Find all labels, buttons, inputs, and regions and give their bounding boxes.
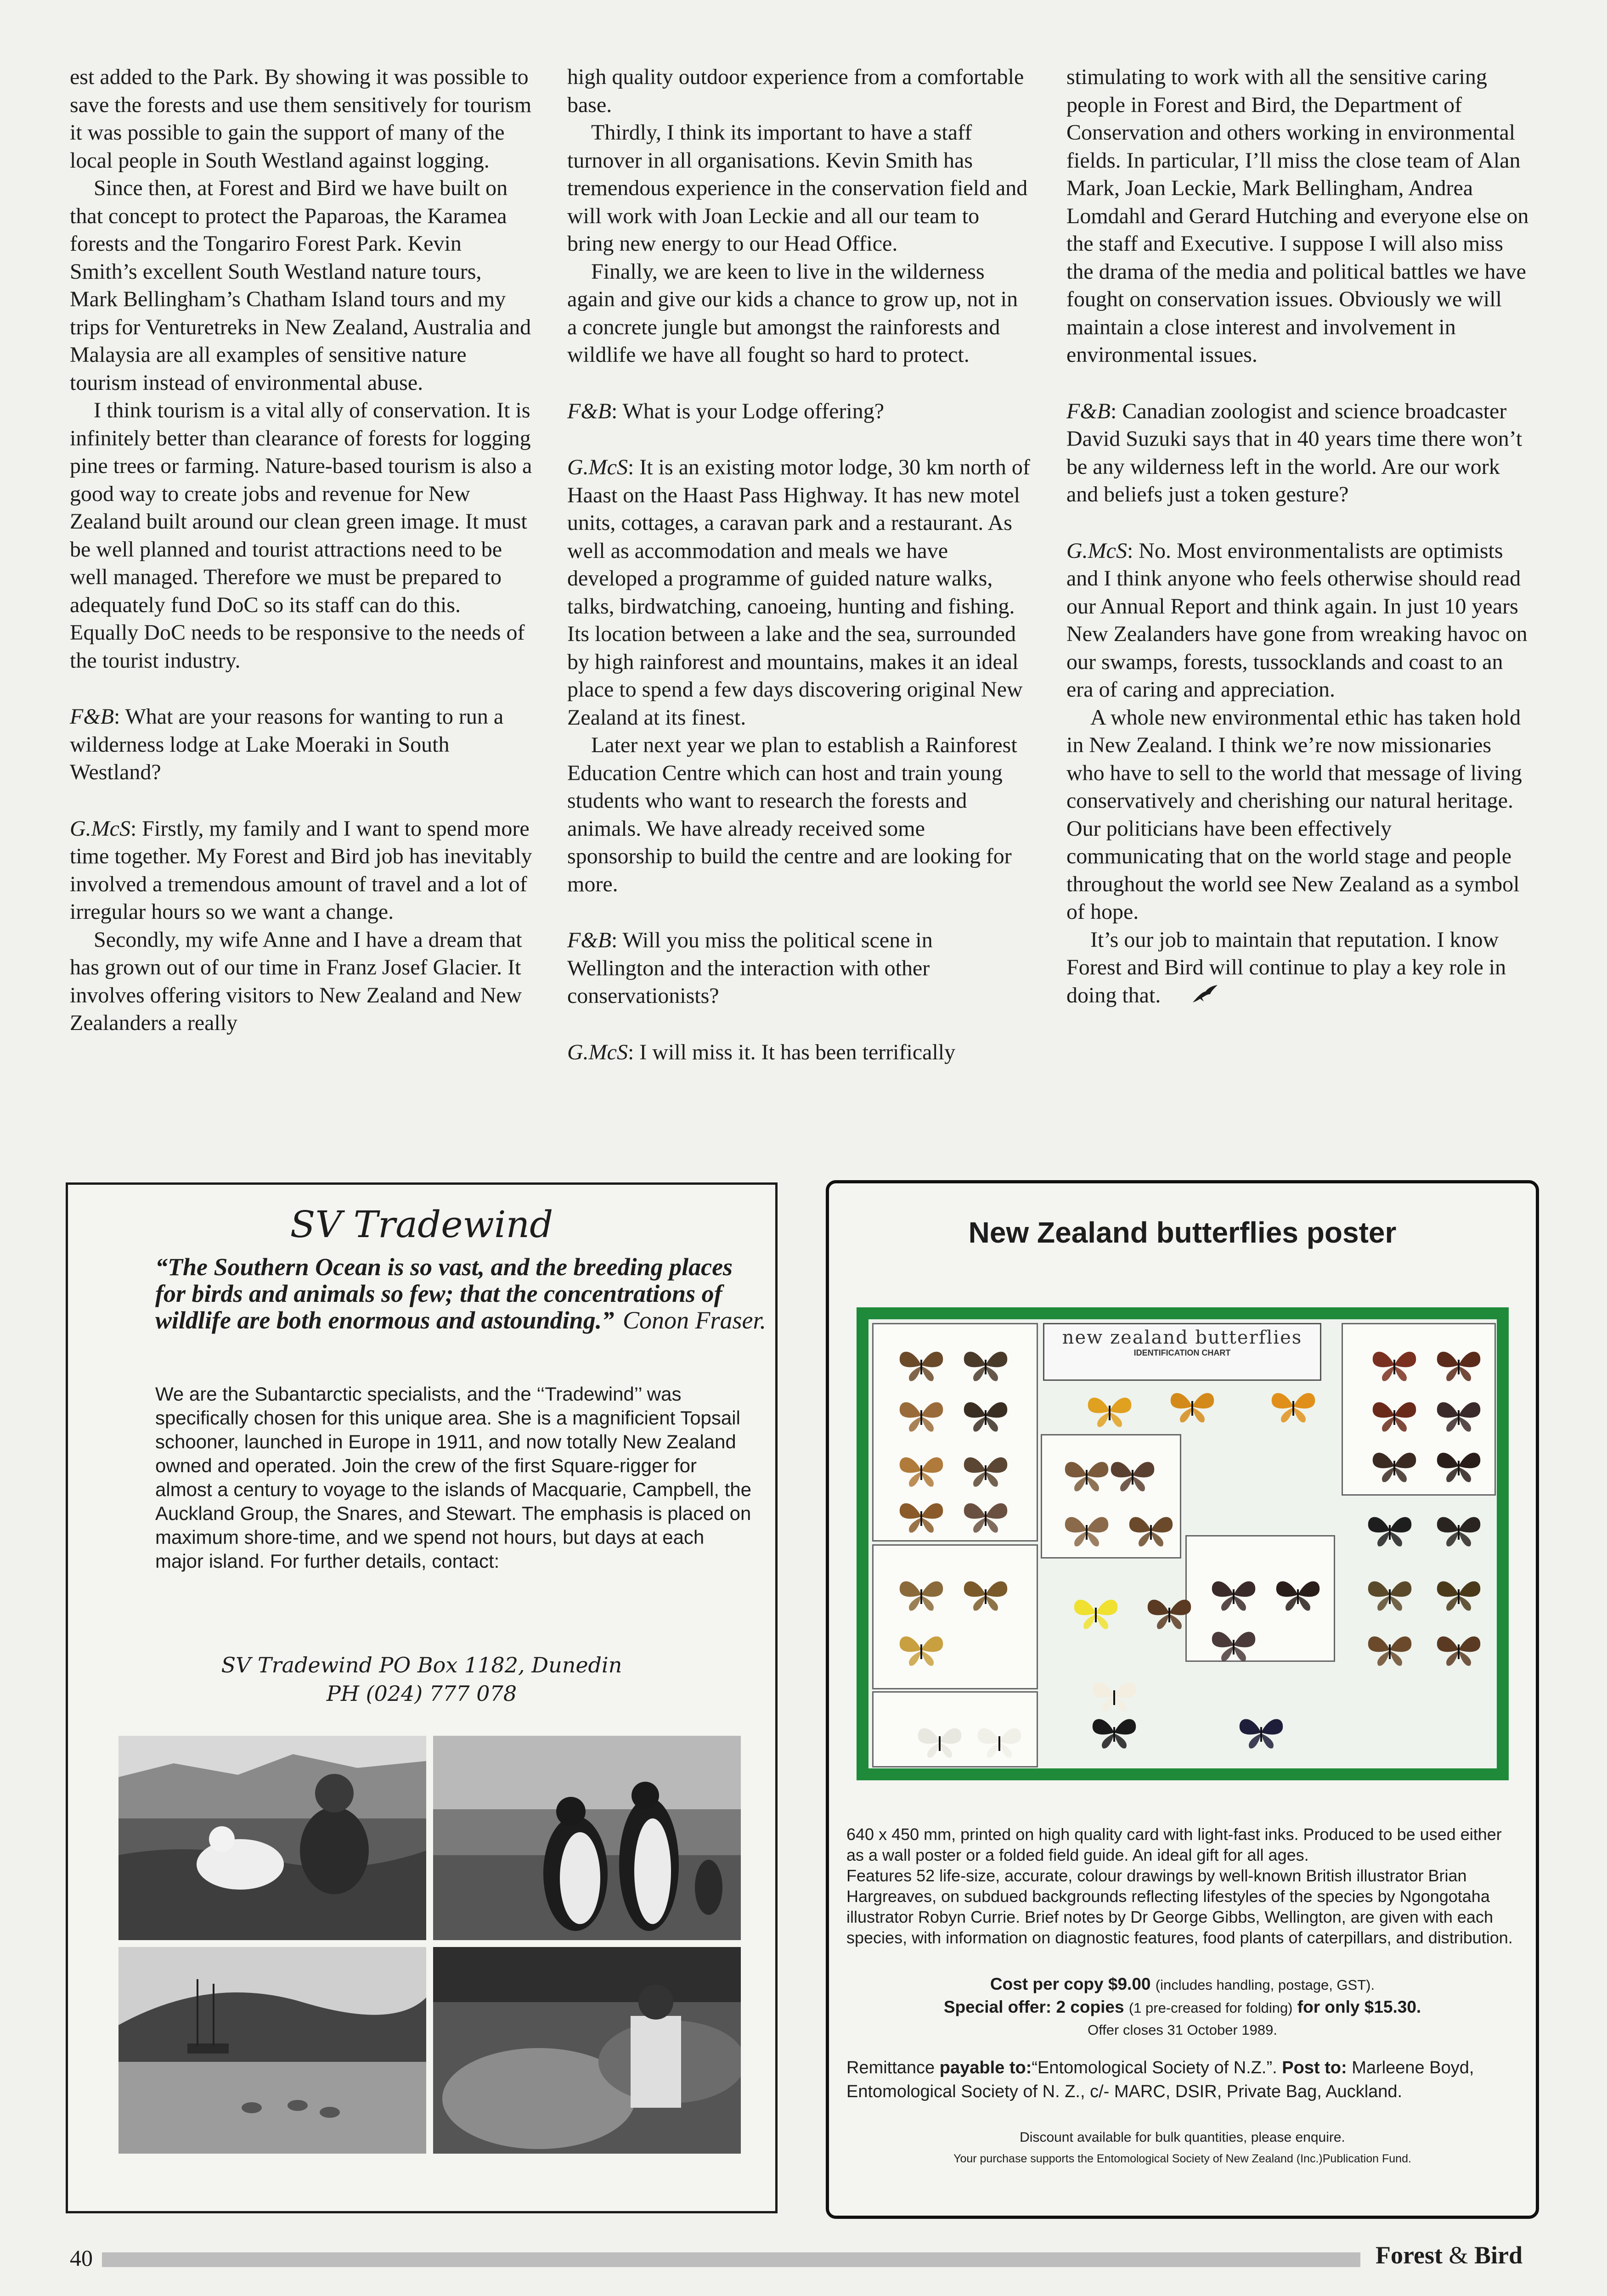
closing-text: It’s our job to maintain that reputation. I know Forest and Bird will continue to play a key role in doing that. — [1066, 927, 1506, 1007]
butterfly-icon — [1167, 1388, 1218, 1425]
butterfly-icon — [1433, 1397, 1484, 1434]
speaker-label: G.McS — [567, 1040, 628, 1064]
page-number: 40 — [70, 2245, 93, 2271]
butterfly-icon — [1273, 1576, 1323, 1613]
magazine-name-a: Forest — [1376, 2241, 1443, 2269]
offer-note: (1 pre-creased for folding) — [1128, 2000, 1293, 2016]
photo-king-penguins — [433, 1736, 741, 1940]
butterfly-icon — [1365, 1512, 1415, 1549]
ad-title: SV Tradewind — [290, 1203, 553, 1246]
butterflies-poster-advert — [826, 1180, 1539, 2219]
question — [567, 927, 1031, 1010]
butterfly-icon — [896, 1632, 947, 1668]
answer-text: : Firstly, my family and I want to spend more time together. My Forest and Bird job has inevitably involved a tremendous amount of travel and a lot of irregular hours so we want a change. — [70, 816, 532, 924]
answer — [70, 815, 534, 926]
poster-title: new zealand butterflies — [1062, 1327, 1303, 1348]
ad-title: New Zealand butterflies poster — [968, 1216, 1397, 1249]
answer — [1066, 537, 1530, 704]
poster-subtitle: IDENTIFICATION CHART — [1133, 1348, 1231, 1357]
remit-payee: “Entomological Society of N.Z.”. — [1032, 2058, 1277, 2077]
cost-note: (includes handling, postage, GST). — [1155, 1977, 1375, 1993]
butterfly-icon — [896, 1576, 947, 1613]
speaker-label: F&B — [567, 399, 611, 423]
butterfly-icon — [1433, 1576, 1484, 1613]
offer-closes: Offer closes 31 October 1989. — [1088, 2022, 1277, 2038]
butterfly-icon — [1268, 1388, 1319, 1425]
butterfly-icon — [1084, 1393, 1135, 1429]
description-para-1: 640 x 450 mm, printed on high quality card with light-fast inks. Produced to be used either as a wall poster or a folded field guide. An ideal gift for all ages. — [846, 1825, 1502, 1864]
offer-price: for only $15.30. — [1297, 1998, 1421, 2016]
remit-post: Post to: — [1282, 2058, 1347, 2077]
photo-elephant-seals — [433, 1947, 741, 2154]
butterfly-icon — [1236, 1714, 1286, 1751]
butterfly-icon — [896, 1498, 947, 1535]
butterfly-icon — [1107, 1457, 1158, 1494]
poster-image — [857, 1307, 1509, 1780]
ad-contact — [68, 1651, 775, 1708]
contact-address: SV Tradewind PO Box 1182, Dunedin — [221, 1653, 622, 1677]
answer-text: : I will miss it. It has been terrifically — [627, 1040, 956, 1064]
magazine-name — [1376, 2241, 1522, 2269]
question-text: : Canadian zoologist and science broadcaster David Suzuki says that in 40 years time there won’t be any wilderness left in the world. Are our work and beliefs just a token gesture? — [1066, 399, 1522, 506]
answer — [567, 454, 1031, 732]
contact-phone: PH (024) 777 078 — [326, 1681, 517, 1706]
butterfly-icon — [1433, 1347, 1484, 1384]
photo-albatross — [118, 1736, 426, 1940]
ad-description — [846, 1824, 1522, 1948]
butterfly-icon — [960, 1347, 1011, 1384]
article-column-2 — [567, 63, 1031, 1066]
butterfly-icon — [1208, 1576, 1259, 1613]
butterfly-icon — [960, 1397, 1011, 1434]
cost-label: Cost per copy $9.00 — [990, 1975, 1151, 1993]
paragraph: Thirdly, I think its important to have a staff turnover in all organisations. Kevin Smith has tremendous experience in the conservation field and will work with Joan Leckie and all our team to bring new energy to our Head Office. — [567, 120, 1028, 256]
quote-author: Conon Fraser. — [622, 1306, 766, 1334]
speaker-label: F&B — [567, 928, 611, 952]
question-text: : What is your Lodge offering? — [611, 399, 885, 423]
magazine-ampersand: & — [1449, 2241, 1468, 2269]
paragraph: stimulating to work with all the sensitive caring people in Forest and Bird, the Department of Conservation and others working in environmental fields. In particular, I’ll miss the close team of Alan Mark, Joan Leckie, Mark Bellingham, Andrea Lomdahl and Gerard Hutching and everyone else on the staff and Executive. I suppose I will also miss the drama of the media and political battles we have fought on conservation issues. Obviously we will maintain a close interest and involvement in environmental issues. — [1066, 65, 1529, 367]
butterfly-icon — [1144, 1595, 1195, 1632]
answer — [567, 1039, 1031, 1067]
question-text: : What are your reasons for wanting to run a wilderness lodge at Lake Moeraki in South Westland? — [70, 704, 504, 784]
ad-remittance — [846, 2056, 1522, 2104]
butterfly-icon — [1089, 1714, 1139, 1751]
ad-body: We are the Subantarctic specialists, and the ‘‘Tradewind’’ was specifically chosen for this unique area. She is a magnificient Topsail schooner, launched in Europe in 1911, and now totally New Zealand owned and operated. Join the crew of the first Square-rigger for almost a century to voyage to the islands of Macquarie, Campbell, the Auckland Group, the Snares, and Stewart. The emphasis is placed on maximum shore-time, and we spend not hours, but days at each major island. For further details, contact: — [155, 1383, 752, 1572]
answer-text: : It is an existing motor lodge, 30 km north of Haast on the Haast Pass Highway. It has new motel units, cottages, a caravan park and a restaurant. As well as accommodation and meals we have developed a programme of guided nature walks, talks, birdwatching, canoeing, hunting and fishing. Its location between a lake and the sea, surrounded by high rainforest and mountains, makes it an ideal place to spend a few days discovering original New Zealand at its finest. — [567, 455, 1030, 730]
magazine-name-b: Bird — [1474, 2241, 1522, 2269]
question-text: : Will you miss the political scene in Wellington and the interaction with other conservationists? — [567, 928, 933, 1008]
butterfly-icon — [1433, 1512, 1484, 1549]
speaker-label: G.McS — [1066, 538, 1127, 563]
paragraph: Since then, at Forest and Bird we have built on that concept to protect the Paparoas, the Karamea forests and the Tongariro Forest Park. Kevin Smith’s excellent South Westland nature tours, Mark Bellingham’s Chatham Island tours and my trips for Venturetreks in New Zealand, Australia and Malaysia are all examples of sensitive nature tourism instead of environmental abuse. — [70, 176, 531, 395]
paragraph: Secondly, my wife Anne and I have a dream that has grown out of our time in Franz Josef Glacier. It involves offering visitors to New Zealand and New Zealanders a really — [70, 927, 522, 1035]
butterfly-icon — [960, 1498, 1011, 1535]
question — [70, 703, 534, 787]
butterfly-icon — [1433, 1632, 1484, 1668]
butterfly-icon — [1071, 1595, 1121, 1632]
remit-label: Remittance — [846, 2058, 935, 2077]
butterfly-icon — [1369, 1397, 1420, 1434]
article-column-3 — [1066, 63, 1530, 1011]
butterfly-icon — [1126, 1512, 1176, 1549]
butterfly-icon — [960, 1452, 1011, 1489]
ad-footnotes — [829, 2127, 1536, 2169]
butterfly-icon — [1369, 1448, 1420, 1485]
butterfly-icon — [974, 1723, 1025, 1760]
butterfly-icon — [896, 1452, 947, 1489]
butterfly-icon — [1089, 1677, 1139, 1714]
supports-note: Your purchase supports the Entomological Society of New Zealand (Inc.)Publication Fund. — [953, 2152, 1411, 2165]
paragraph: est added to the Park. By showing it was possible to save the forests and use them sensitively for tourism it was possible to gain the support of many of the local people in South Westland against logging. — [70, 65, 532, 173]
offer-line — [829, 1996, 1536, 2019]
paragraph: Finally, we are keen to live in the wilderness again and give our kids a chance to grow up, not in a concrete jungle but amongst the rainforests and wildlife we have all fought so hard to protect. — [567, 259, 1018, 367]
poster-chart — [868, 1319, 1497, 1768]
butterfly-icon — [1365, 1632, 1415, 1668]
bird-end-icon — [1168, 984, 1218, 1012]
offer-label: Special offer: 2 copies — [943, 1998, 1124, 2016]
speaker-label: G.McS — [70, 816, 130, 841]
butterfly-icon — [1369, 1347, 1420, 1384]
butterfly-icon — [1208, 1627, 1259, 1664]
butterfly-icon — [896, 1397, 947, 1434]
speaker-label: F&B — [70, 704, 114, 729]
answer-text: : No. Most environmentalists are optimists and I think anyone who feels otherwise should read our Annual Report and think again. In just 10 years New Zealanders have gone from wreaking havoc on our swamps, forests, tussocklands and coast to an era of caring and appreciation. — [1066, 538, 1528, 702]
footer-rule — [102, 2252, 1360, 2267]
question — [567, 398, 1031, 426]
butterfly-icon — [1433, 1448, 1484, 1485]
tradewind-advert — [66, 1182, 778, 2213]
paragraph: high quality outdoor experience from a comfortable base. — [567, 65, 1024, 117]
discount-note: Discount available for bulk quantities, please enquire. — [1020, 2130, 1345, 2145]
paragraph: A whole new environmental ethic has taken hold in New Zealand. I think we’re now missionaries who have to sell to the world that message of living conservatively and cherishing our natural heritage. Our politicians have been effectively communicating that on the world stage and people throughout the world see New Zealand as a symbol of hope. — [1066, 705, 1522, 924]
poster-title-panel — [1043, 1323, 1321, 1381]
butterfly-icon — [960, 1576, 1011, 1613]
butterfly-icon — [1061, 1457, 1112, 1494]
question — [1066, 398, 1530, 509]
butterfly-icon — [896, 1347, 947, 1384]
article-column-1 — [70, 63, 534, 1037]
paragraph: Later next year we plan to establish a Rainforest Education Centre which can host and train young students who want to research the forests and animals. We have already received some sponsorship to build the centre and are looking for more. — [567, 733, 1017, 896]
cost-line — [829, 1973, 1536, 1996]
paragraph — [1066, 926, 1530, 1012]
quote-text: “The Southern Ocean is so vast, and the breeding places for birds and animals so few; that the concentrations of wildlife are both enormous and astounding.” — [155, 1253, 733, 1334]
paragraph: I think tourism is a vital ally of conservation. It is infinitely better than clearance of forests for logging pine trees or farming. Nature-based tourism is also a good way to create jobs and revenue for New Zealand built around our clean green image. It must be well planned and tourist attractions need to be well managed. Therefore we must be prepared to adequately fund DoC so its staff can do this. Equally DoC needs to be responsive to the needs of the tourist industry. — [70, 398, 532, 673]
butterfly-icon — [914, 1723, 965, 1760]
description-para-2: Features 52 life-size, accurate, colour drawings by well-known British illustrator Brian Hargreaves, on subdued backgrounds reflecting lifestyles of the species by Ngongotaha illustrator Robyn Currie. Brief notes by Dr George Gibbs, Wellington, are given with each species, with information on diagnostic features, food plants of caterpillars, and distribution. — [846, 1866, 1513, 1947]
remit-payable: payable to: — [939, 2058, 1032, 2077]
butterfly-icon — [1061, 1512, 1112, 1549]
speaker-label: G.McS — [567, 455, 628, 479]
ad-pricing — [829, 1973, 1536, 2041]
speaker-label: F&B — [1066, 399, 1111, 423]
ad-quote — [155, 1254, 766, 1334]
butterfly-icon — [1365, 1576, 1415, 1613]
photo-schooner — [118, 1947, 426, 2154]
remit-address: Marleene Boyd, Entomological Society of N. Z., c/- MARC, DSIR, Private Bag, Auckland. — [846, 2058, 1474, 2101]
